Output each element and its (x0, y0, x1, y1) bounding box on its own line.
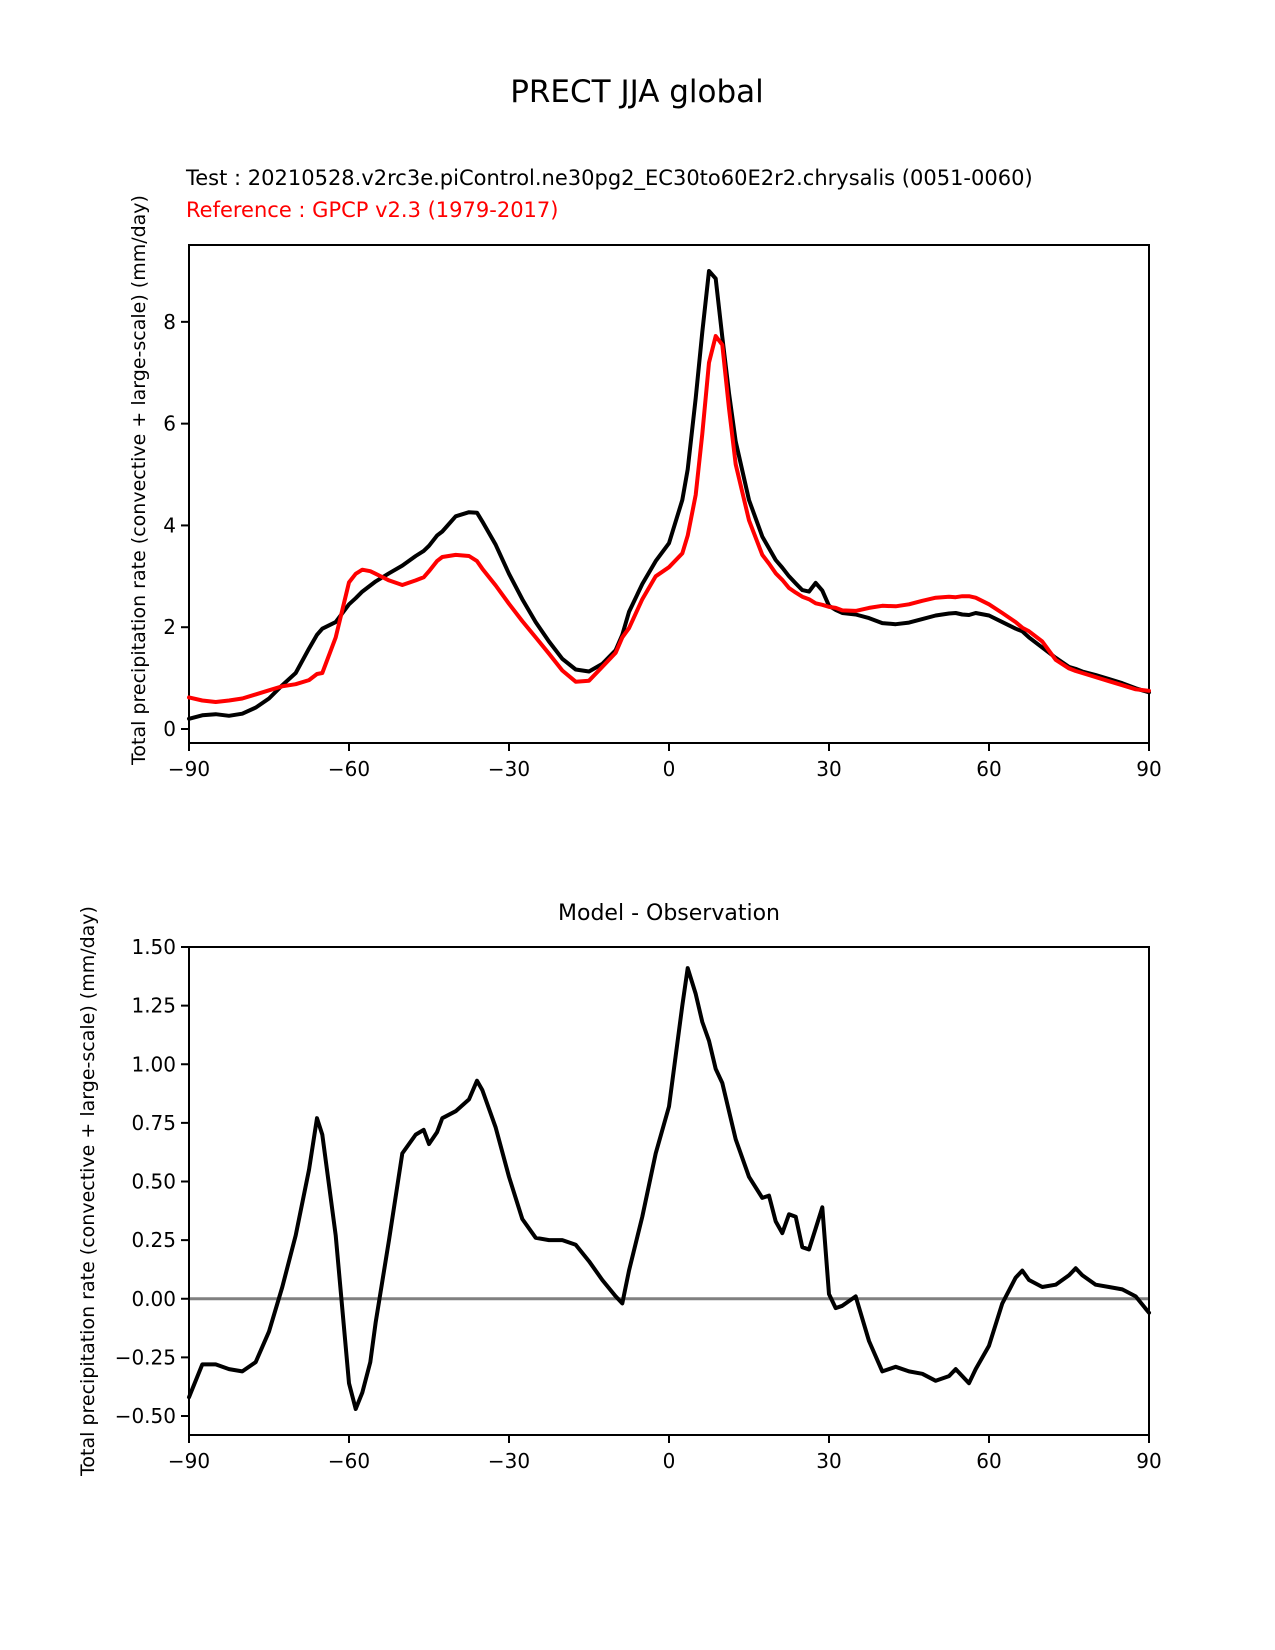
x-tick-label: −60 (327, 1449, 371, 1473)
difference-curve (189, 968, 1149, 1409)
diff-chart (115, 935, 1162, 1473)
top-chart-y-axis-label: Total precipitation rate (convective + large-scale) (mm/day) (128, 195, 150, 765)
y-tick-label: −0.25 (114, 1345, 176, 1370)
y-tick-label: 0 (163, 717, 176, 742)
x-tick-label: 30 (816, 757, 842, 781)
x-tick-label: −90 (167, 757, 211, 781)
top-chart (163, 245, 1161, 781)
x-tick-label: 0 (662, 1449, 676, 1473)
x-tick-label: 90 (1136, 1449, 1162, 1473)
y-tick-label: 2 (163, 615, 176, 640)
y-tick-label: 1.50 (131, 935, 176, 959)
diff-chart-title: Model - Observation (558, 901, 780, 926)
y-tick-label: 0.75 (131, 1110, 176, 1135)
axes-spines (189, 947, 1149, 1435)
x-tick-label: −30 (487, 757, 531, 781)
y-tick-label: 0.50 (131, 1169, 176, 1194)
x-tick-label: 90 (1136, 757, 1162, 781)
y-tick-label: 4 (163, 513, 176, 538)
x-tick-label: 30 (816, 1449, 842, 1473)
x-tick-label: 60 (976, 757, 1002, 781)
y-tick-label: 8 (163, 309, 176, 334)
y-tick-label: 0.25 (131, 1228, 176, 1253)
legend-reference-label: Reference : GPCP v2.3 (1979-2017) (186, 198, 559, 222)
diff-chart-y-axis-label: Total precipitation rate (convective + large-scale) (mm/day) (77, 906, 99, 1476)
axes-spines (189, 245, 1149, 743)
y-tick-label: 6 (163, 411, 176, 436)
test-curve (189, 271, 1149, 719)
y-tick-label: 0.00 (131, 1286, 176, 1311)
x-tick-label: 60 (976, 1449, 1002, 1473)
x-tick-label: −60 (327, 757, 371, 781)
page-title: PRECT JJA global (510, 74, 764, 110)
x-tick-label: 0 (662, 757, 676, 781)
x-tick-label: −90 (167, 1449, 211, 1473)
y-tick-label: 1.00 (131, 1052, 176, 1077)
y-tick-label: −0.50 (114, 1404, 176, 1429)
legend-test-label: Test : 20210528.v2rc3e.piControl.ne30pg2_EC30to60E2r2.chrysalis (0051-0060) (186, 166, 1033, 190)
x-tick-label: −30 (487, 1449, 531, 1473)
reference-curve (189, 336, 1149, 702)
y-tick-label: 1.25 (131, 993, 176, 1018)
